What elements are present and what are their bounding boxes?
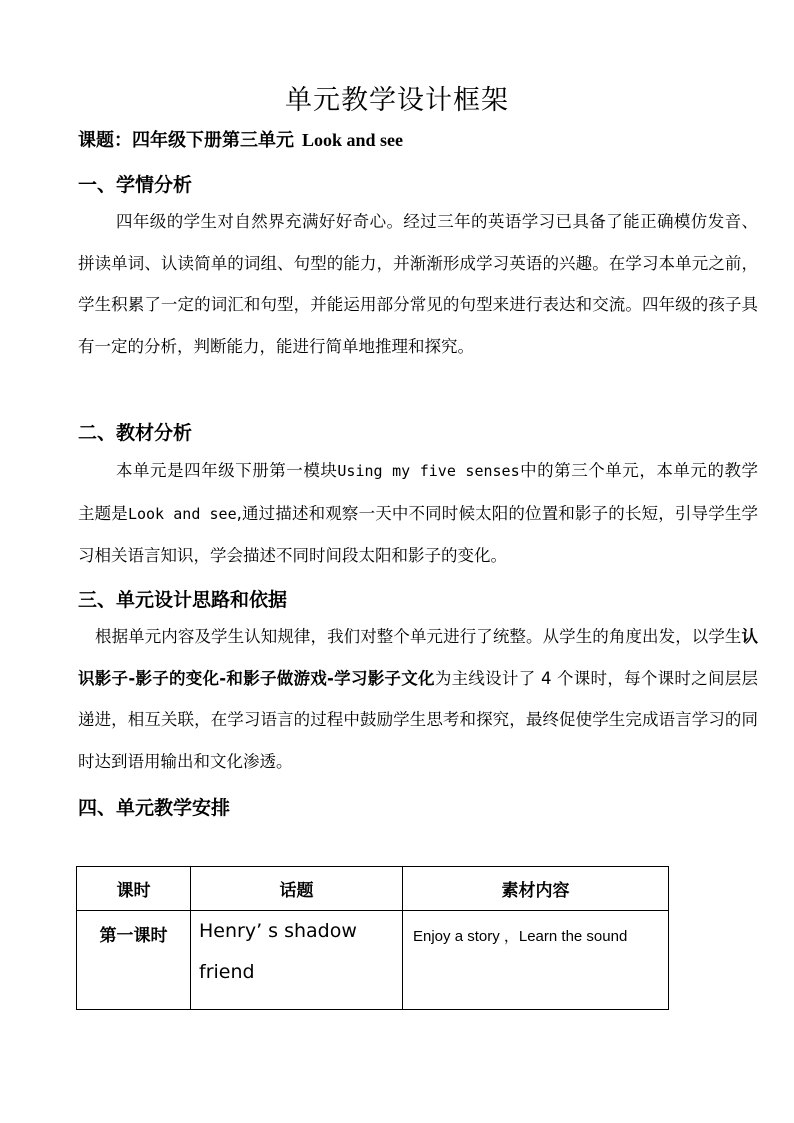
material-text-2: 中的第三个单元，本单元的教学主题是 [78,461,759,523]
rationale-text-2: 为主线设计了 4 个课时，每个课时之间层层递进，相互关联，在学习语言的过程中鼓励学生思考和探究，最终促使学生完成语言学习的同时达到语用输出和文化渗透。 [78,668,758,771]
section-heading-teaching-arrangement: 四、单元教学安排 [78,797,231,819]
section-heading-learner-analysis: 一、学情分析 [78,174,193,196]
material-analysis-paragraph [78,450,758,577]
section-heading-design-rationale: 三、单元设计思路和依据 [78,589,288,611]
subject-label: 课题：四年级下册第三单元 [78,130,294,151]
cell-period: 第一课时 [77,911,191,1010]
section-heading-material-analysis: 二、教材分析 [78,422,193,444]
design-rationale-paragraph [78,616,758,782]
teaching-arrangement-table [76,866,669,1010]
page-title: 单元教学设计框架 [285,85,509,116]
table-header-row [77,867,669,911]
material-text-1: 本单元是四年级下册第一模块 [116,461,338,480]
cell-topic: Henry’ s shadow friend [191,911,403,1010]
learner-analysis-paragraph: 四年级的学生对自然界充满好好奇心。经过三年的英语学习已具备了能正确模仿发音、拼读单词、认读简单的词组、句型的能力，并渐渐形成学习英语的兴趣。在学习本单元之前，学生积累了一定的词汇和句型，并能运用部分常见的句型来进行表达和交流。四年级的孩子具有一定的分析，判断能力，能进行简单地推理和探究。 [78,212,758,356]
rationale-text-1: 根据单元内容及学生认知规律，我们对整个单元进行了统整。从学生的角度出发，以学生 [95,627,742,646]
cell-material: Enjoy a story ，Learn the sound [403,911,669,1010]
header-material: 素材内容 [403,867,669,911]
rationale-mainline: 认识影子-影子的变化-和影子做游戏-学习影子文化 [78,627,758,688]
material-text-3: ,通过描述和观察一天中不同时候太阳的位置和影子的长短，引导学生学习相关语言知识，学会描述不同时间段太阳和影子的变化。 [78,503,758,565]
unit-theme: Look and see [127,504,237,523]
lesson-subject [78,126,403,152]
header-period: 课时 [77,867,191,911]
subject-english-title: Look and see [302,130,404,150]
table-row [77,911,669,1010]
module-name: Using my five senses [337,462,520,480]
header-topic: 话题 [191,867,403,911]
